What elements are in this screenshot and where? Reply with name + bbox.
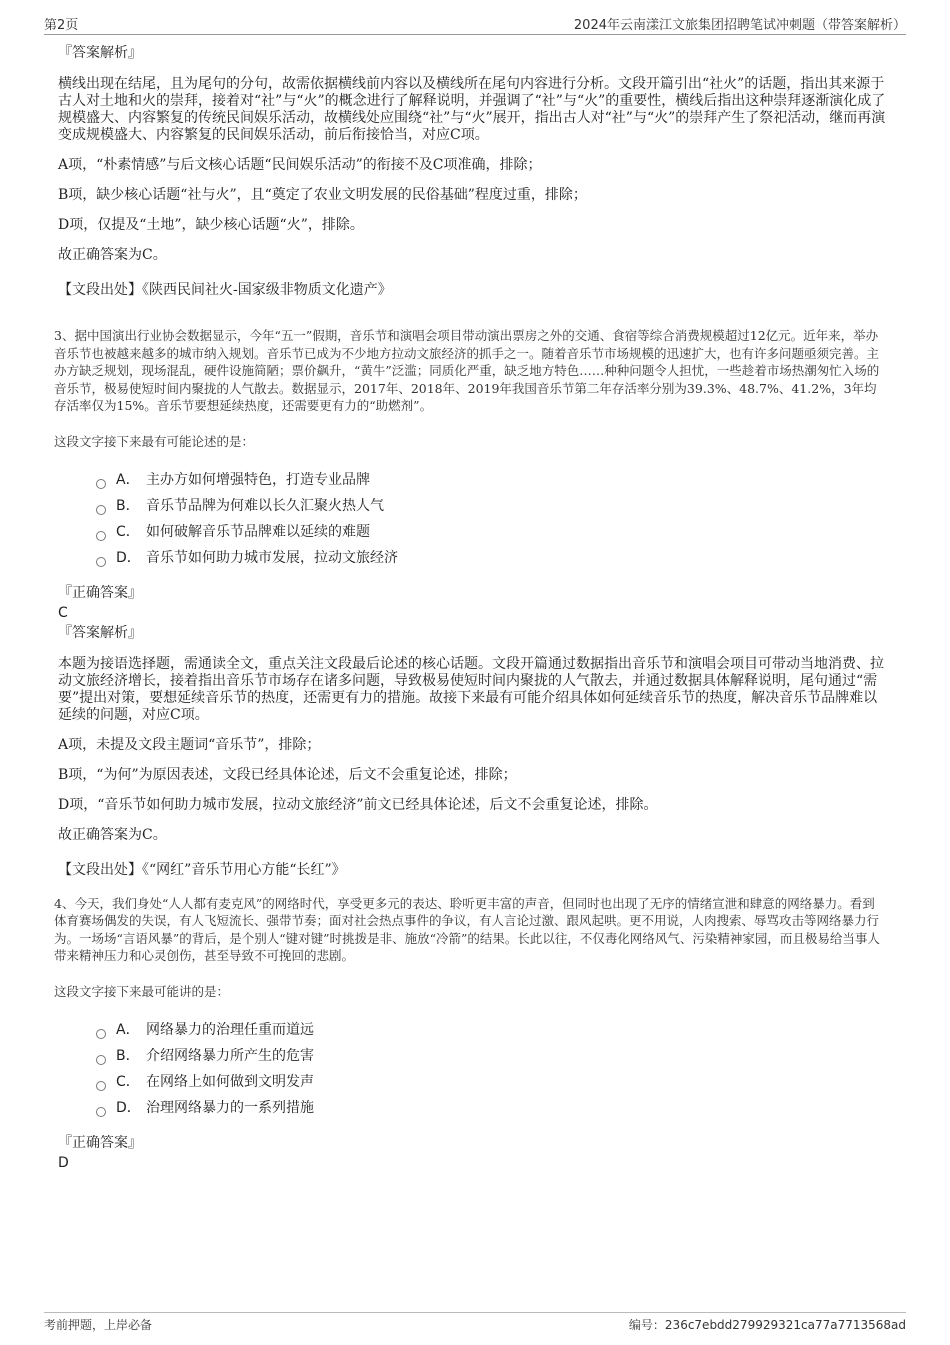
analysis-option-a: A项，“朴素情感”与后文核心话题“民间娱乐活动”的衔接不及C项准确，排除； — [58, 157, 542, 173]
option-d[interactable]: D． 音乐节如何助力城市发展，拉动文旅经济 — [96, 546, 886, 572]
question-3-prompt: 这段文字接下来最有可能论述的是： — [54, 433, 255, 449]
question-3-options — [96, 468, 886, 572]
radio-icon[interactable] — [96, 479, 106, 489]
analysis-option-d: D项，“音乐节如何助力城市发展，拉动文旅经济”前文已经具体论述，后文不会重复论述，排除。 — [58, 796, 658, 813]
radio-icon[interactable] — [96, 531, 106, 541]
question-4-prompt: 这段文字接下来最可能讲的是： — [54, 983, 230, 999]
option-d[interactable]: D． 治理网络暴力的一系列措施 — [96, 1096, 886, 1122]
question-4-options — [96, 1018, 886, 1122]
analysis-conclusion: 故正确答案为C。 — [58, 247, 167, 263]
page-content — [56, 44, 886, 1172]
radio-icon[interactable] — [96, 1081, 106, 1091]
document-code: 编号：236c7ebdd279929321ca77a7713568ad — [628, 1318, 906, 1332]
question-3-stem: 3、据中国演出行业协会数据显示，今年“五一”假期，音乐节和演唱会项目带动演出票房之外的交通、食宿等综合消费规模超过12亿元。近年来，举办音乐节也被越来越多的城市纳入规划。音乐节已成为不少地方拉动文旅经济的抓手之一。随着音乐节市场规模的迅速扩大，也有许多问题亟须完善。主办方缺乏规划，现场混乱，硬件设施简陋；票价飙升，“黄牛”泛滥；同质化严重，缺乏地方特色……种种问题令人担忧，一些趁着市场热潮匆忙入场的音乐节，极易使短时间内聚拢的人气散去。数据显示，2017年、2018年、2019年我国音乐节第二年存活率分别为39.3%、48.7%、41.2%，3年均存活率仅为15%。音乐节要想延续热度，还需要更有力的“助燃剂”。 — [54, 328, 880, 413]
page-footer — [44, 1312, 906, 1336]
correct-answer-label: 『正确答案』 — [58, 1134, 142, 1151]
page-header — [44, 14, 906, 35]
analysis-text: 横线出现在结尾，且为尾句的分句，故需依据横线前内容以及横线所在尾句内容进行分析。文段开篇引出“社火”的话题，指出其来源于古人对土地和火的崇拜，接着对“社”与“火”的概念进行了解释说明，并强调了“社”与“火”的重要性，横线后指出这种崇拜逐渐演化成了规模盛大、内容繁复的传统民间娱乐活动，故横线处应围绕“社”与“火”展开，指出古人对“社”与“火”的崇拜产生了祭祀活动，继而再演变成规模盛大、内容繁复的民间娱乐活动，前后衔接恰当，对应C项。 — [58, 76, 886, 143]
radio-icon[interactable] — [96, 505, 106, 515]
analysis-option-a: A项，未提及文段主题词“音乐节”，排除； — [58, 736, 321, 753]
correct-answer: C — [58, 604, 68, 621]
radio-icon[interactable] — [96, 1055, 106, 1065]
option-b[interactable]: B． 音乐节品牌为何难以长久汇聚火热人气 — [96, 494, 886, 520]
passage-source: 【文段出处】《陕西民间社火-国家级非物质文化遗产》 — [58, 282, 392, 298]
correct-answer: D — [58, 1154, 69, 1171]
footer-slogan: 考前押题，上岸必备 — [44, 1318, 153, 1332]
question-4-stem: 4、今天，我们身处“人人都有麦克风”的网络时代，享受更多元的表达、聆听更丰富的声音，但同时也出现了无序的情绪宣泄和肆意的网络暴力。看到体育赛场偶发的失误，有人飞短流长、强带节奏；面对社会热点事件的争议，有人言论过激、跟风起哄。更不用说，人肉搜索、辱骂攻击等网络暴力行为。一场场“言语风暴”的背后，是个别人“键对键”时挑拨是非、施放“冷箭”的结果。长此以往，不仅毒化网络风气、污染精神家园，而且极易给当事人带来精神压力和心灵创伤，甚至导致不可挽回的悲剧。 — [54, 895, 880, 963]
correct-answer-label: 『正确答案』 — [58, 584, 142, 601]
analysis-option-d: D项，仅提及“土地”，缺少核心话题“火”，排除。 — [58, 217, 364, 233]
option-a[interactable]: A． 网络暴力的治理任重而道远 — [96, 1018, 886, 1044]
radio-icon[interactable] — [96, 1029, 106, 1039]
option-a[interactable]: A． 主办方如何增强特色，打造专业品牌 — [96, 468, 886, 494]
page-number: 第2页 — [44, 18, 79, 33]
option-c[interactable]: C． 如何破解音乐节品牌难以延续的难题 — [96, 520, 886, 546]
analysis-option-b: B项，缺少核心话题“社与火”，且“奠定了农业文明发展的民俗基础”程度过重，排除； — [58, 187, 587, 203]
analysis-label: 『答案解析』 — [58, 45, 142, 61]
analysis-option-b: B项，“为何”为原因表述，文段已经具体论述，后文不会重复论述，排除； — [58, 766, 517, 783]
radio-icon[interactable] — [96, 1107, 106, 1117]
document-title: 2024年云南漾江文旅集团招聘笔试冲刺题（带答案解析） — [573, 18, 906, 33]
analysis-conclusion: 故正确答案为C。 — [58, 826, 167, 843]
option-b[interactable]: B． 介绍网络暴力所产生的危害 — [96, 1044, 886, 1070]
analysis-label: 『答案解析』 — [58, 624, 142, 641]
passage-source: 【文段出处】《“网红”音乐节用心方能“长红”》 — [58, 861, 346, 878]
option-c[interactable]: C． 在网络上如何做到文明发声 — [96, 1070, 886, 1096]
analysis-text: 本题为接语选择题，需通读全文，重点关注文段最后论述的核心话题。文段开篇通过数据指出音乐节和演唱会项目可带动当地消费、拉动文旅经济增长，接着指出音乐节市场存在诸多问题，导致极易使短时间内聚拢的人气散去，并通过数据具体解释说明，尾句通过“需要”提出对策，要想延续音乐节的热度，还需更有力的措施。故接下来最有可能介绍具体如何延续音乐节的热度，解决音乐节品牌难以延续的问题，对应C项。 — [58, 655, 884, 723]
radio-icon[interactable] — [96, 557, 106, 567]
